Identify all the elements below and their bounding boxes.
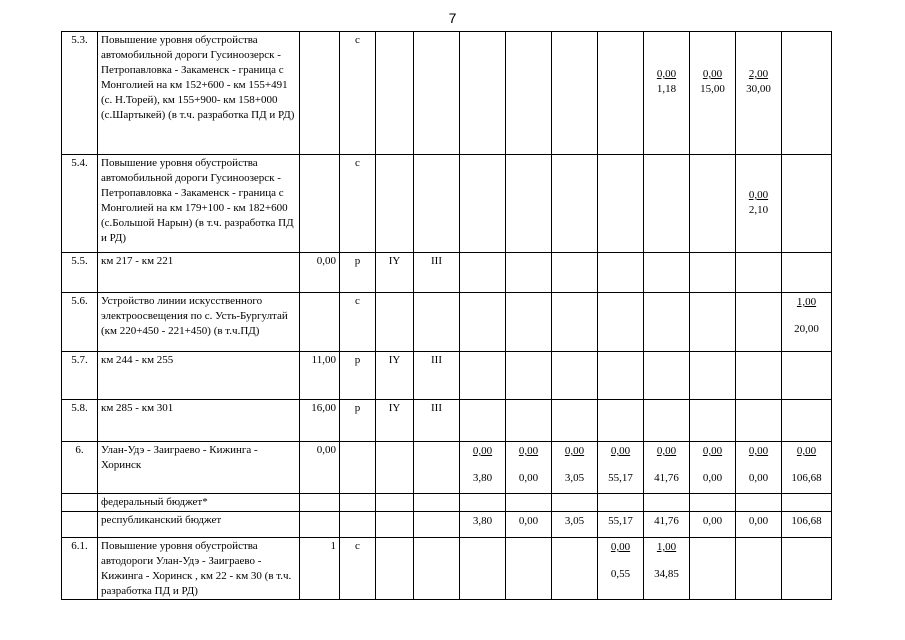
value-cell [736, 155, 782, 253]
item-number-text: 5.6. [71, 295, 88, 307]
item-name [98, 538, 300, 600]
value-cell [460, 442, 506, 494]
value-cell [736, 442, 782, 494]
value-cell [460, 538, 506, 600]
item-name-text: федеральный бюджет* [101, 496, 208, 508]
length-cell [300, 494, 340, 512]
category-from-cell [376, 155, 414, 253]
work-type-cell-text: с [355, 540, 360, 552]
value-cell [552, 352, 598, 400]
value-cell [736, 538, 782, 600]
work-type-cell-text: р [354, 255, 361, 267]
category-from-cell-text: IY [388, 354, 401, 366]
value-cell [506, 442, 552, 494]
value-top: 3,80 [472, 515, 493, 527]
value-cell [736, 32, 782, 155]
item-name [98, 400, 300, 442]
value-top: 0,00 [610, 445, 631, 457]
category-to-cell [414, 253, 460, 293]
value-top: 106,68 [791, 515, 822, 527]
value-cell [736, 400, 782, 442]
value-cell [598, 155, 644, 253]
value-cell [598, 253, 644, 293]
item-number-text: 6. [75, 444, 84, 456]
value-cell [552, 538, 598, 600]
value-cell [460, 253, 506, 293]
value-cell [598, 442, 644, 494]
value-cell [552, 512, 598, 538]
value-cell [736, 253, 782, 293]
category-to-cell-text: III [431, 255, 442, 267]
value-cell [644, 352, 690, 400]
table-row [62, 538, 832, 600]
work-type-cell-text: р [354, 354, 361, 366]
value-bottom: 106,68 [791, 472, 822, 484]
value-cell [598, 538, 644, 600]
item-name [98, 32, 300, 155]
road-program-table [61, 31, 832, 600]
value-cell [736, 293, 782, 352]
value-cell [552, 442, 598, 494]
item-number [62, 400, 98, 442]
value-top: 0,00 [748, 445, 769, 457]
value-cell [782, 442, 832, 494]
item-name-text: Повышение уровня обустройства автодороги Улан-Удэ - Заиграево - Кижинга - Хоринск , км 22 - км 30 (в т.ч. разработка ПД и РД) [101, 540, 292, 597]
length-cell [300, 400, 340, 442]
value-cell [782, 538, 832, 600]
value-cell [644, 512, 690, 538]
value-bottom: 30,00 [746, 83, 771, 95]
value-cell [644, 293, 690, 352]
value-cell [506, 32, 552, 155]
length-cell [300, 538, 340, 600]
item-number-text: 5.7. [71, 354, 88, 366]
work-type-cell [340, 400, 376, 442]
value-cell [460, 400, 506, 442]
category-from-cell [376, 293, 414, 352]
value-cell [552, 400, 598, 442]
table-row [62, 352, 832, 400]
value-top: 41,76 [654, 515, 679, 527]
value-bottom: 3,80 [472, 472, 493, 484]
value-cell [690, 253, 736, 293]
value-cell [690, 538, 736, 600]
work-type-cell-text: р [354, 402, 361, 414]
item-number [62, 32, 98, 155]
length-cell-text: 11,00 [311, 354, 336, 366]
value-cell [782, 512, 832, 538]
length-cell-text: 1 [330, 540, 336, 552]
value-cell [506, 538, 552, 600]
item-name-text: км 217 - км 221 [101, 255, 174, 267]
value-cell [690, 293, 736, 352]
item-number [62, 352, 98, 400]
value-cell [736, 352, 782, 400]
category-from-cell [376, 32, 414, 155]
value-cell [782, 293, 832, 352]
value-cell [782, 32, 832, 155]
value-cell [460, 494, 506, 512]
value-cell [460, 32, 506, 155]
length-cell [300, 352, 340, 400]
value-top: 0,00 [702, 515, 723, 527]
category-from-cell-text: IY [388, 402, 401, 414]
length-cell-text: 16,00 [311, 402, 336, 414]
value-top: 0,00 [748, 189, 769, 201]
value-cell [506, 293, 552, 352]
item-name-text: км 244 - км 255 [101, 354, 174, 366]
value-top: 0,00 [796, 445, 817, 457]
value-top: 1,00 [656, 541, 677, 553]
value-cell [782, 352, 832, 400]
work-type-cell [340, 442, 376, 494]
category-from-cell [376, 442, 414, 494]
value-top: 0,00 [472, 445, 493, 457]
value-top: 0,00 [656, 445, 677, 457]
value-cell [690, 512, 736, 538]
category-from-cell-text: IY [388, 255, 401, 267]
value-bottom: 2,10 [748, 204, 769, 216]
item-name-text: республиканский бюджет [101, 514, 222, 526]
work-type-cell [340, 32, 376, 155]
value-bottom: 1,18 [656, 83, 677, 95]
value-cell [690, 155, 736, 253]
item-name-text: Повышение уровня обустройства автомобильной дороги Гусиноозерск - Петропавловка - Закаменск - граница с Монголией на км 152+600 - км 155+491 (с. Н.Торей), км 155+900- км 158+000 (с.Шартыкей) (в т.ч. разработка ПД и РД) [101, 34, 295, 121]
category-to-cell [414, 352, 460, 400]
value-top: 55,17 [608, 515, 633, 527]
category-to-cell [414, 155, 460, 253]
item-number-text: 5.3. [71, 34, 88, 46]
value-cell [506, 155, 552, 253]
category-to-cell-text: III [431, 402, 442, 414]
value-bottom: 0,00 [702, 472, 723, 484]
table-row [62, 293, 832, 352]
category-to-cell [414, 293, 460, 352]
item-name-text: Устройство линии искусственного электроосвещения по с. Усть-Бургултай (км 220+450 - 221+450) (в т.ч.ПД) [101, 295, 288, 337]
value-bottom: 0,00 [518, 472, 539, 484]
item-name [98, 293, 300, 352]
category-to-cell [414, 32, 460, 155]
table-row [62, 253, 832, 293]
value-bottom: 3,05 [564, 472, 585, 484]
category-from-cell [376, 253, 414, 293]
value-top: 0,00 [702, 68, 723, 80]
value-cell [644, 442, 690, 494]
value-top: 0,00 [518, 445, 539, 457]
value-cell [460, 512, 506, 538]
value-cell [506, 400, 552, 442]
work-type-cell [340, 293, 376, 352]
page-number: 7 [448, 10, 457, 26]
table-row [62, 155, 832, 253]
value-top: 0,00 [518, 515, 539, 527]
work-type-cell [340, 512, 376, 538]
value-top: 0,00 [610, 541, 631, 553]
category-to-cell [414, 442, 460, 494]
value-cell [782, 253, 832, 293]
length-cell-text: 0,00 [316, 444, 336, 456]
category-from-cell [376, 400, 414, 442]
value-cell [782, 494, 832, 512]
category-to-cell [414, 400, 460, 442]
length-cell [300, 293, 340, 352]
value-bottom: 41,76 [654, 472, 679, 484]
item-name [98, 352, 300, 400]
category-from-cell [376, 352, 414, 400]
value-cell [644, 400, 690, 442]
category-to-cell [414, 538, 460, 600]
work-type-cell [340, 538, 376, 600]
value-cell [552, 253, 598, 293]
value-cell [644, 155, 690, 253]
category-from-cell [376, 512, 414, 538]
value-cell [598, 494, 644, 512]
value-bottom: 34,85 [654, 568, 679, 580]
table-row [62, 494, 832, 512]
value-cell [506, 352, 552, 400]
category-from-cell [376, 538, 414, 600]
value-top: 2,00 [748, 68, 769, 80]
category-from-cell [376, 494, 414, 512]
category-to-cell-text: III [431, 354, 442, 366]
value-cell [506, 253, 552, 293]
value-bottom: 20,00 [794, 323, 819, 335]
item-number [62, 494, 98, 512]
value-cell [460, 293, 506, 352]
value-cell [552, 494, 598, 512]
value-cell [552, 293, 598, 352]
value-top: 0,00 [748, 515, 769, 527]
value-bottom: 0,55 [610, 568, 631, 580]
work-type-cell [340, 253, 376, 293]
value-cell [690, 352, 736, 400]
value-cell [644, 494, 690, 512]
value-bottom: 0,00 [748, 472, 769, 484]
value-top: 1,00 [796, 296, 817, 308]
category-to-cell [414, 494, 460, 512]
value-cell [736, 494, 782, 512]
item-number-text: 6.1. [71, 540, 88, 552]
value-bottom: 55,17 [608, 472, 633, 484]
item-name [98, 512, 300, 538]
value-cell [690, 442, 736, 494]
value-cell [736, 512, 782, 538]
table-row [62, 512, 832, 538]
value-cell [782, 155, 832, 253]
value-cell [644, 253, 690, 293]
work-type-cell-text: с [355, 295, 360, 307]
item-name-text: Улан-Удэ - Заиграево - Кижинга - Хоринск [101, 444, 258, 471]
length-cell-text: 0,00 [316, 255, 336, 267]
work-type-cell-text: с [355, 34, 360, 46]
value-top: 0,00 [702, 445, 723, 457]
item-number [62, 512, 98, 538]
value-top: 0,00 [564, 445, 585, 457]
value-top: 3,05 [564, 515, 585, 527]
length-cell [300, 32, 340, 155]
work-type-cell [340, 155, 376, 253]
item-number-text: 5.4. [71, 157, 88, 169]
category-to-cell [414, 512, 460, 538]
length-cell [300, 442, 340, 494]
item-number [62, 538, 98, 600]
item-name [98, 253, 300, 293]
value-cell [782, 400, 832, 442]
item-name [98, 494, 300, 512]
value-cell [460, 352, 506, 400]
work-type-cell [340, 352, 376, 400]
value-cell [644, 538, 690, 600]
length-cell [300, 253, 340, 293]
value-cell [690, 32, 736, 155]
table-row [62, 400, 832, 442]
value-cell [598, 293, 644, 352]
item-number-text: 5.8. [71, 402, 88, 414]
value-cell [598, 400, 644, 442]
table-row [62, 442, 832, 494]
value-cell [460, 155, 506, 253]
work-type-cell-text: с [355, 157, 360, 169]
value-cell [552, 32, 598, 155]
item-number-text: 5.5. [71, 255, 88, 267]
length-cell [300, 155, 340, 253]
value-cell [506, 512, 552, 538]
item-number [62, 155, 98, 253]
value-cell [598, 512, 644, 538]
value-cell [506, 494, 552, 512]
item-name [98, 155, 300, 253]
value-cell [552, 155, 598, 253]
item-number [62, 293, 98, 352]
table-row [62, 32, 832, 155]
value-cell [644, 32, 690, 155]
item-number [62, 442, 98, 494]
value-cell [690, 494, 736, 512]
item-name [98, 442, 300, 494]
length-cell [300, 512, 340, 538]
value-cell [690, 400, 736, 442]
value-cell [598, 32, 644, 155]
work-type-cell [340, 494, 376, 512]
item-number [62, 253, 98, 293]
item-name-text: Повышение уровня обустройства автомобильной дороги Гусиноозерск - Петропавловка - Закаменск - граница с Монголией на км 179+100 - км 182+600 (с.Большой Нарын) (в т.ч. разработка ПД и РД) [101, 157, 294, 244]
item-name-text: км 285 - км 301 [101, 402, 174, 414]
value-top: 0,00 [656, 68, 677, 80]
value-bottom: 15,00 [700, 83, 725, 95]
value-cell [598, 352, 644, 400]
